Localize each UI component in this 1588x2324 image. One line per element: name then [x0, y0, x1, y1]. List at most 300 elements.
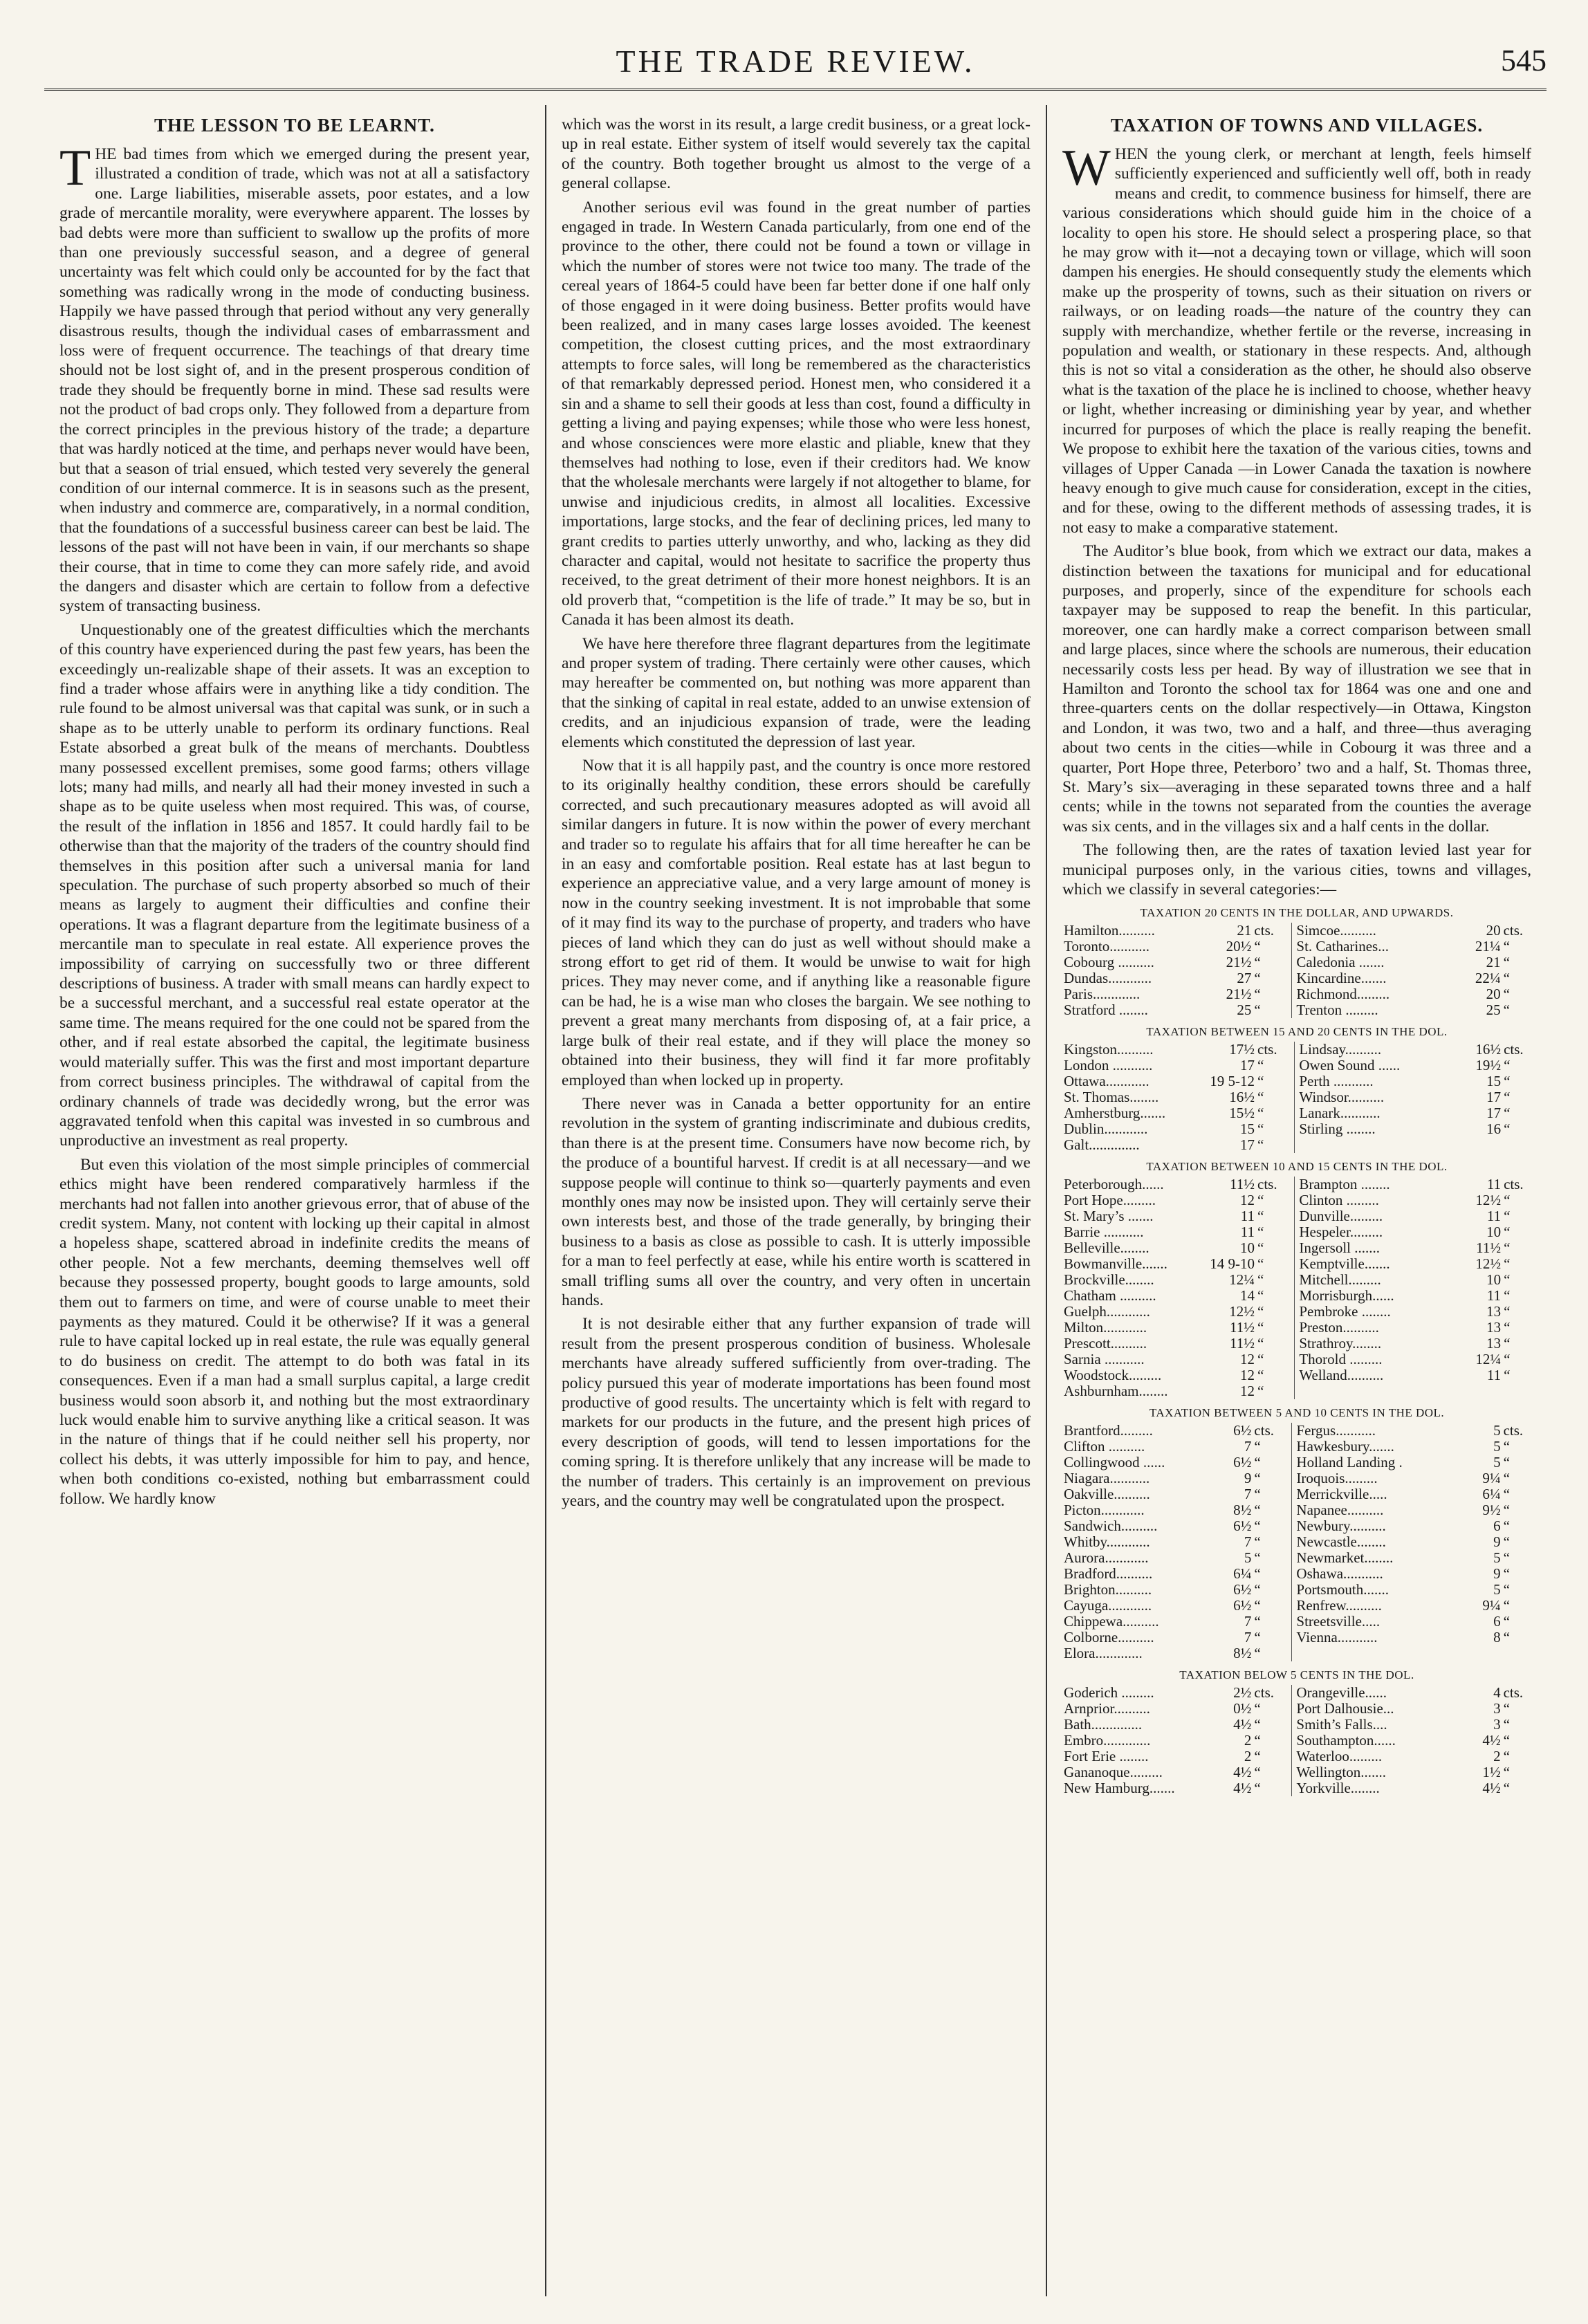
table-cell: “ — [1503, 1454, 1510, 1471]
table-cell: 11 — [1486, 1287, 1502, 1304]
tax-table — [1062, 1042, 1531, 1153]
paragraph: We have here therefore three flagrant departures from the legitimate and proper system of trading. There certainly were other causes, which may hereafter be commented on, but nothing was more apparent than that the sinking of capital in real estate, added to an unwise extension of credits, and an injudicious expansion of trade, were the leading elements which constituted the depression of last year. — [562, 634, 1031, 751]
table-row — [1062, 970, 1531, 986]
table-cell: St. Thomas........ — [1064, 1089, 1159, 1106]
table-cell: Pembroke ........ — [1299, 1303, 1391, 1320]
table-cell: 2½ — [1233, 1684, 1252, 1702]
table-cell: Richmond......... — [1296, 986, 1390, 1003]
table-cell: 12 — [1240, 1383, 1255, 1400]
table-cell: 2 — [1244, 1748, 1252, 1765]
table-row — [1062, 1582, 1531, 1598]
paragraph: The following then, are the rates of taxation levied last year for municipal purposes only, in the various cities, towns and villages, which we classify in several categories:— — [1062, 841, 1531, 899]
table-cell: 15 — [1486, 1073, 1502, 1090]
table-cell: 5 — [1493, 1549, 1501, 1567]
table-cell: “ — [1504, 1120, 1511, 1138]
table-cell: Orangeville...... — [1296, 1684, 1387, 1702]
table-cell: “ — [1503, 1002, 1510, 1019]
table-cell: Cayuga............ — [1064, 1597, 1152, 1614]
table-cell: Trenton ......... — [1296, 1002, 1378, 1019]
table-cell: 10 — [1486, 1271, 1502, 1289]
table-row — [1062, 1320, 1531, 1336]
table-cell: 9½ — [1482, 1502, 1501, 1519]
table-cell: Chippewa.......... — [1064, 1613, 1159, 1630]
table-cell: “ — [1256, 1058, 1295, 1073]
table-cell: 9¼ — [1482, 1470, 1501, 1487]
table-cell: Whitby............ — [1064, 1533, 1150, 1551]
table-cell: 11 — [1486, 1176, 1502, 1193]
table-cell: 7 — [1244, 1533, 1252, 1551]
paragraph: which was the worst in its result, a large credit business, or a great lock-up in real estate. Either system of itself would severely tax the capital of the country. Both together brought us almost to the verge of a general collapse. — [562, 116, 1031, 193]
table-cell: “ — [1504, 1335, 1511, 1352]
table-row — [1062, 1367, 1531, 1383]
table-cell: “ — [1256, 1256, 1295, 1272]
table-cell: Elora............. — [1064, 1645, 1143, 1662]
tax-table — [1062, 923, 1531, 1018]
table-cell: “ — [1503, 1486, 1510, 1503]
table-cell: “ — [1256, 1272, 1295, 1288]
table-cell: Portsmouth....... — [1296, 1581, 1390, 1598]
tax-table — [1062, 1177, 1531, 1399]
table-cell: “ — [1504, 1255, 1511, 1273]
table-cell: Colborne.......... — [1064, 1629, 1154, 1646]
table-cell: 5 — [1244, 1549, 1252, 1567]
table-cell: 10 — [1486, 1224, 1502, 1241]
tax-table-heading: TAXATION BELOW 5 CENTS IN THE DOL. — [1179, 1668, 1414, 1682]
table-cell: Galt.............. — [1064, 1136, 1140, 1154]
table-cell — [1295, 1137, 1449, 1153]
table-cell: “ — [1253, 1701, 1291, 1717]
table-cell: 21 — [1237, 922, 1252, 939]
table-cell: 15½ — [1229, 1105, 1255, 1122]
table-cell: Port Dalhousie... — [1296, 1700, 1394, 1717]
table-row — [1062, 1105, 1531, 1121]
table-cell: 27 — [1237, 970, 1252, 987]
table-cell: Bath.............. — [1064, 1716, 1143, 1733]
table-cell: Newbury.......... — [1296, 1518, 1386, 1535]
table-row — [1062, 1502, 1531, 1518]
table-cell: “ — [1256, 1105, 1295, 1121]
table-cell: “ — [1504, 1319, 1511, 1336]
table-cell: “ — [1503, 938, 1510, 955]
table-cell: 4½ — [1482, 1780, 1501, 1797]
table-cell: 17 — [1486, 1089, 1502, 1106]
table-cell: Arnprior.......... — [1064, 1700, 1150, 1717]
table-cell: Ashburnham........ — [1064, 1383, 1168, 1400]
paragraph: The Auditor’s blue book, from which we extract our data, makes a distinction between the taxations for municipal and for educational purposes, and properly, since of the expenditure for schools each taxpayer may be supposed to reap the benefit. In this particular, moreover, one can hardly make a correct comparison between small and large places, since where the schools are numerous, their education necessarily costs less per head. By way of illustration we see that in Hamilton and Toronto the school tax for 1864 was one and one and three-quarters cents on the dollar respectively—in Ottawa, Kingston and London, it was two, two and a half, and three—thus averaging about two cents in the cities—while in Cobourg it was three and a quarter, Port Hope three, Peterboro’ two and a half, St. Thomas three, St. Mary’s six—averaging in these separated towns three and a half cents; while in the towns not separated from the counties the average was six cents, and in the villages six and a half cents in the dollar. — [1062, 542, 1531, 836]
table-cell — [1295, 1383, 1449, 1399]
table-cell: 2 — [1244, 1732, 1252, 1749]
table-cell: “ — [1503, 954, 1510, 971]
tax-table-heading: TAXATION BETWEEN 15 AND 20 CENTS IN THE DOL. — [1146, 1025, 1448, 1039]
table-cell: 2 — [1493, 1748, 1501, 1765]
table-cell: Port Hope......... — [1064, 1192, 1156, 1209]
table-cell: “ — [1504, 1192, 1511, 1209]
table-cell: Oshawa........... — [1296, 1565, 1383, 1583]
table-cell: Brampton ........ — [1299, 1176, 1390, 1193]
table-cell: “ — [1253, 954, 1291, 970]
table-row — [1062, 1455, 1531, 1470]
table-cell: Bradford.......... — [1064, 1565, 1153, 1583]
table-cell: “ — [1503, 1700, 1510, 1717]
table-cell: 8½ — [1233, 1502, 1252, 1519]
table-cell: “ — [1504, 1351, 1511, 1368]
table-cell: Dundas............ — [1064, 970, 1152, 987]
table-cell: Holland Landing . — [1296, 1454, 1403, 1471]
table-cell: “ — [1256, 1320, 1295, 1336]
table-row — [1062, 1486, 1531, 1502]
running-head: THE TRADE REVIEW. — [616, 44, 975, 79]
table-cell: Smith’s Falls.... — [1296, 1716, 1387, 1733]
table-cell: 17½ — [1229, 1041, 1255, 1058]
table-cell — [1449, 1383, 1502, 1399]
table-row — [1062, 1256, 1531, 1272]
table-cell: 6½ — [1233, 1422, 1252, 1439]
table-cell: cts. — [1253, 1685, 1291, 1701]
table-cell: “ — [1503, 1581, 1510, 1598]
table-cell: Thorold ......... — [1299, 1351, 1383, 1368]
table-cell: 12½ — [1229, 1303, 1255, 1320]
table-cell: 7 — [1244, 1438, 1252, 1455]
table-cell: Hamilton.......... — [1064, 922, 1155, 939]
table-cell: 14 9-10 — [1210, 1255, 1255, 1273]
table-cell: Caledonia ....... — [1296, 954, 1385, 971]
table-row — [1062, 1470, 1531, 1486]
table-cell: “ — [1253, 1630, 1291, 1645]
table-cell: Prescott.......... — [1064, 1335, 1147, 1352]
table-cell: cts. — [1253, 923, 1291, 939]
table-row — [1062, 1336, 1531, 1352]
tax-table-heading: TAXATION BETWEEN 5 AND 10 CENTS IN THE DOL. — [1149, 1406, 1445, 1420]
table-cell: Brighton.......... — [1064, 1581, 1152, 1598]
table-cell: 11 — [1486, 1367, 1502, 1384]
table-row — [1062, 1304, 1531, 1320]
table-cell: Barrie ........... — [1064, 1224, 1144, 1241]
table-cell: Merrickville..... — [1296, 1486, 1387, 1503]
table-cell: Kemptville....... — [1299, 1255, 1390, 1273]
table-row — [1062, 1240, 1531, 1256]
table-row — [1062, 1717, 1531, 1733]
taxation-tables — [1062, 906, 1531, 1796]
column-3 — [1046, 105, 1547, 2296]
paragraph: WHEN the young clerk, or merchant at length, feels himself sufficiently experienced and sufficiently well off, both in ready means and credit, to commence business for himself, there are various considerations which should guide him in the choice of a locality to open his store. He should select a prospering place, so that he may grow with it—not a decaying town or village, which will soon dampen his energies. He should consequently study the elements which make up the prosperity of towns, such as their situation on rivers or railways, or on leading roads—the nature of the country they can supply with merchandize, whether fertile or the reverse, increasing in population and wealth, or stationary in these respects. And, although this is not so vital a consideration as the other, he should also observe what is the taxation of the place he is inclined to choose, whether heavy or light, whether increasing or diminishing year by year, and whether incurred for purposes of which the place is really reaping the benefit. We propose to exhibit here the taxation of the various cities, towns and villages of Upper Canada —in Lower Canada the taxation is nowhere heavy enough to give much cause for consideration, except in the cities, and for these, owing to the different methods of assessing trades, it is not easy to make a comparative statement. — [1062, 140, 1531, 537]
table-cell: cts. — [1504, 1176, 1524, 1193]
table-cell: cts. — [1503, 1422, 1524, 1439]
table-cell: Collingwood ...... — [1064, 1454, 1165, 1471]
table-row — [1062, 1439, 1531, 1455]
table-cell: Belleville........ — [1064, 1239, 1150, 1257]
table-cell: “ — [1503, 1438, 1510, 1455]
table-cell: Windsor.......... — [1299, 1089, 1385, 1106]
table-cell: Fort Erie ........ — [1064, 1748, 1149, 1765]
table-cell: “ — [1503, 1764, 1510, 1781]
table-cell: “ — [1253, 1502, 1291, 1518]
table-cell: 7 — [1244, 1613, 1252, 1630]
table-cell: “ — [1256, 1208, 1295, 1224]
table-cell: Morrisburgh...... — [1299, 1287, 1394, 1304]
table-cell: Streetsville..... — [1296, 1613, 1381, 1630]
table-cell: 11 — [1240, 1224, 1255, 1241]
table-cell: “ — [1253, 1566, 1291, 1582]
table-cell: “ — [1503, 1502, 1510, 1519]
table-cell: “ — [1504, 1303, 1511, 1320]
table-cell: “ — [1253, 1645, 1291, 1661]
table-cell: Brockville........ — [1064, 1271, 1154, 1289]
table-cell: Preston.......... — [1299, 1319, 1379, 1336]
table-cell: “ — [1253, 1534, 1291, 1550]
table-row — [1062, 1089, 1531, 1105]
table-cell: “ — [1256, 1336, 1295, 1352]
table-cell: 6¼ — [1233, 1565, 1252, 1583]
table-cell: New Hamburg....... — [1064, 1780, 1175, 1797]
table-cell: Hespeler......... — [1299, 1224, 1383, 1241]
table-row — [1062, 1630, 1531, 1645]
table-cell: 11½ — [1476, 1239, 1502, 1257]
table-cell: 20 — [1486, 922, 1501, 939]
table-cell: 6½ — [1233, 1454, 1252, 1471]
table-cell: 17 — [1240, 1057, 1255, 1074]
table-cell: “ — [1253, 1486, 1291, 1502]
table-cell: St. Catharines... — [1296, 938, 1389, 955]
table-cell: “ — [1504, 1089, 1511, 1106]
table-row — [1062, 1272, 1531, 1288]
column-1 — [44, 105, 545, 2296]
article-title: THE LESSON TO BE LEARNT. — [154, 115, 435, 136]
table-cell: “ — [1253, 1598, 1291, 1614]
table-cell: Aurora............ — [1064, 1549, 1149, 1567]
table-row — [1062, 1534, 1531, 1550]
table-cell: “ — [1504, 1224, 1511, 1241]
table-cell: “ — [1503, 1780, 1510, 1797]
table-cell: “ — [1256, 1073, 1295, 1089]
table-cell: 3 — [1493, 1716, 1501, 1733]
table-cell — [1292, 1645, 1448, 1661]
table-cell: 21¼ — [1475, 938, 1501, 955]
table-cell: “ — [1504, 1239, 1511, 1257]
table-cell: 12½ — [1475, 1255, 1502, 1273]
table-row — [1062, 1137, 1531, 1153]
table-cell: “ — [1256, 1121, 1295, 1137]
table-cell: 8½ — [1233, 1645, 1252, 1662]
table-cell: Napanee.......... — [1296, 1502, 1384, 1519]
table-cell: “ — [1503, 1629, 1510, 1646]
table-cell: Fergus........... — [1296, 1422, 1376, 1439]
table-row — [1062, 986, 1531, 1002]
table-cell: “ — [1253, 1550, 1291, 1566]
table-cell: “ — [1504, 1073, 1511, 1090]
table-cell: “ — [1253, 1439, 1291, 1455]
table-cell: “ — [1504, 1105, 1511, 1122]
table-cell: 14 — [1240, 1287, 1255, 1304]
table-cell: Owen Sound ...... — [1299, 1057, 1401, 1074]
table-cell: Bowmanville....... — [1064, 1255, 1167, 1273]
table-cell: Brantford......... — [1064, 1422, 1153, 1439]
table-cell: Niagara........... — [1064, 1470, 1150, 1487]
table-cell: 11 — [1240, 1208, 1255, 1225]
table-row — [1062, 1352, 1531, 1367]
table-cell: 11½ — [1230, 1335, 1255, 1352]
table-row — [1062, 923, 1531, 939]
table-cell: “ — [1503, 986, 1510, 1003]
table-cell: Southampton...... — [1296, 1732, 1396, 1749]
table-cell: 12 — [1240, 1367, 1255, 1384]
table-cell: Peterborough...... — [1064, 1176, 1164, 1193]
table-cell: 4½ — [1233, 1780, 1252, 1797]
table-cell: 10 — [1240, 1239, 1255, 1257]
table-cell: “ — [1253, 1749, 1291, 1764]
table-row — [1062, 939, 1531, 954]
table-cell: “ — [1503, 1565, 1510, 1583]
table-cell: St. Mary’s ....... — [1064, 1208, 1154, 1225]
table-cell: Waterloo......... — [1296, 1748, 1383, 1765]
table-row — [1062, 954, 1531, 970]
table-cell: Dunville......... — [1299, 1208, 1383, 1225]
table-row — [1062, 1645, 1531, 1661]
table-cell: Strathroy........ — [1299, 1335, 1382, 1352]
table-cell: 6½ — [1233, 1597, 1252, 1614]
table-cell: 9¼ — [1482, 1597, 1501, 1614]
table-cell: Lindsay.......... — [1299, 1041, 1382, 1058]
table-row — [1062, 1749, 1531, 1764]
table-cell: 7 — [1244, 1486, 1252, 1503]
table-cell: 13 — [1486, 1303, 1502, 1320]
table-cell: “ — [1503, 1518, 1510, 1535]
table-row — [1062, 1518, 1531, 1534]
table-cell: “ — [1503, 1716, 1510, 1733]
table-cell: “ — [1503, 1597, 1510, 1614]
table-row — [1062, 1733, 1531, 1749]
table-cell: 1½ — [1482, 1764, 1501, 1781]
table-cell: “ — [1256, 1089, 1295, 1105]
tax-table-heading: TAXATION 20 CENTS IN THE DOLLAR, AND UPWARDS. — [1140, 906, 1454, 920]
table-cell: 20½ — [1226, 938, 1252, 955]
table-cell: 5 — [1493, 1581, 1501, 1598]
table-cell: 5 — [1493, 1422, 1501, 1439]
table-cell: Kingston.......... — [1064, 1041, 1154, 1058]
table-cell: 4½ — [1233, 1716, 1252, 1733]
paragraph: It is not desirable either that any further expansion of trade will result from the present prosperous condition of business. Wholesale merchants have already suffered sufficiently from over-trading. The policy pursued this year of moderate importations has been found most productive of good results. The uncertainty which is felt with regard to markets for our products in the future, and the present high prices of every description of goods, will tend to lessen importations for the coming spring. It is therefore unlikely that any increase will be made to the number of traders. This certainly is an improvement on previous years, and the country may well be congratulated upon the prospect. — [562, 1315, 1031, 1511]
table-cell: 4½ — [1482, 1732, 1501, 1749]
table-cell: Simcoe.......... — [1296, 922, 1376, 939]
table-cell: “ — [1256, 1224, 1295, 1240]
table-cell: 6 — [1493, 1518, 1501, 1535]
table-cell: 3 — [1493, 1700, 1501, 1717]
table-cell: “ — [1256, 1367, 1295, 1383]
table-cell: 13 — [1486, 1335, 1502, 1352]
table-cell: “ — [1504, 1208, 1511, 1225]
table-cell: 12¼ — [1229, 1271, 1255, 1289]
table-cell: Ottawa............ — [1064, 1073, 1150, 1090]
tax-table — [1062, 1423, 1531, 1661]
table-cell: 7 — [1244, 1629, 1252, 1646]
table-cell: “ — [1503, 1613, 1510, 1630]
table-cell: Yorkville........ — [1296, 1780, 1380, 1797]
table-cell: Toronto........... — [1064, 938, 1150, 955]
table-cell: 4½ — [1233, 1764, 1252, 1781]
table-cell: Dublin............ — [1064, 1120, 1148, 1138]
table-cell: Clifton .......... — [1064, 1438, 1145, 1455]
table-cell: “ — [1256, 1383, 1295, 1399]
table-cell — [1502, 1383, 1531, 1399]
table-cell: “ — [1253, 1614, 1291, 1630]
table-cell: Perth ........... — [1299, 1073, 1374, 1090]
table-cell: “ — [1253, 970, 1291, 986]
table-cell: Ingersoll ....... — [1299, 1239, 1381, 1257]
table-row — [1062, 1288, 1531, 1304]
table-cell: “ — [1504, 1367, 1511, 1384]
table-cell: “ — [1504, 1057, 1511, 1074]
table-row — [1062, 1685, 1531, 1701]
table-row — [1062, 1208, 1531, 1224]
table-cell: 0½ — [1233, 1700, 1252, 1717]
table-cell — [1449, 1137, 1502, 1153]
table-cell: “ — [1256, 1137, 1295, 1153]
table-cell: Hawkesbury....... — [1296, 1438, 1394, 1455]
table-cell: 11 — [1486, 1208, 1502, 1225]
table-cell: cts. — [1503, 922, 1524, 939]
table-row — [1062, 1614, 1531, 1630]
table-cell: “ — [1253, 1002, 1291, 1018]
table-cell: cts. — [1256, 1177, 1295, 1192]
table-cell: “ — [1503, 1470, 1510, 1487]
table-cell: Stirling ........ — [1299, 1120, 1376, 1138]
table-cell: “ — [1256, 1352, 1295, 1367]
table-cell: “ — [1253, 1764, 1291, 1780]
table-cell: 16½ — [1229, 1089, 1255, 1106]
table-cell: Lanark........... — [1299, 1105, 1381, 1122]
table-row — [1062, 1550, 1531, 1566]
paragraph: Another serious evil was found in the great number of parties engaged in trade. In Western Canada particularly, from one end of the province to the other, there could not be found a town or village in which the number of stores were not twice too many. The trade of the cereal years of 1864-5 could have been far better done if one half only of those engaged in it were doing business. Better profits would have been realized, and in many cases large losses avoided. The keenest competition, the closest cutting prices, and the most extraordinary attempts to force sales, will long be remembered as the characteristics of that remarkably depressed period. Honest men, who considered it a sin and a shame to sell their goods at less than cost, found a difficulty in getting a living and paying expenses; while those who were less honest, and whose consciences were more elastic and pliable, knew that they themselves had nothing to lose, even if their creditors had. We know that the wholesale merchants were largely if not altogether to blame, for unwise and injudicious credits, in almost all localities. Excessive importations, large stocks, and the fear of declining prices, led many to grant credits to parties utterly unworthy, and who, lacking as they did character and capital, would not hesitate to sacrifice the property thus received, to the great detriment of their more honest neighbors. It is an old proverb that, “competition is the life of trade.” It may be so, but in Canada it has been almost its death. — [562, 198, 1031, 629]
table-cell: 12½ — [1475, 1192, 1502, 1209]
table-cell: 21 — [1486, 954, 1501, 971]
table-cell: 6¼ — [1482, 1486, 1501, 1503]
table-cell: 16½ — [1475, 1041, 1502, 1058]
table-cell: 11½ — [1230, 1176, 1255, 1193]
table-cell: Paris............. — [1064, 986, 1141, 1003]
table-cell: 12 — [1240, 1351, 1255, 1368]
columns — [44, 105, 1547, 2296]
table-cell: 9 — [1244, 1470, 1252, 1487]
table-cell: 5 — [1493, 1454, 1501, 1471]
table-cell: 11½ — [1230, 1319, 1255, 1336]
table-cell: Amherstburg....... — [1064, 1105, 1166, 1122]
table-cell: “ — [1504, 1271, 1511, 1289]
table-row — [1062, 1423, 1531, 1439]
table-cell: “ — [1256, 1288, 1295, 1304]
table-cell: Picton............ — [1064, 1502, 1145, 1519]
table-cell — [1448, 1645, 1502, 1661]
paragraph: But even this violation of the most simple principles of commercial ethics might have been rendered comparatively harmless if the merchants had not fallen into another grievous error, that of abuse of the credit system. Many, not content with locking up their capital in almost a hopeless shape, scattered abroad in indefinite credits the means of other people. Not a few merchants, deeming themselves well off because they possessed property, bought goods to large amounts, sold them out to farmers on time, and were of course unable to meet their payments as they matured. Could it be otherwise? If it was a general rule to have capital locked up in real estate, the rule was equally general to do business on credit. The attempt to do both was fatal in its consequences. Even if a man had a small surplus capital, a large credit business would soon absorb it, and nothing but the most extraordinary luck would enable him to survive anything like a critical season. It was in the nature of things that if he could neither sell his property, nor collect his debts, it was utterly impossible for him to pay, and hence, when both conditions co-existed, nothing but embarrassment could follow. We hardly know — [59, 1155, 530, 1508]
table-cell: Clinton ......... — [1299, 1192, 1379, 1209]
table-row — [1062, 1701, 1531, 1717]
table-cell: Vienna........... — [1296, 1629, 1378, 1646]
table-row — [1062, 1002, 1531, 1018]
table-row — [1062, 1383, 1531, 1399]
table-cell: 5 — [1493, 1438, 1501, 1455]
table-cell — [1502, 1137, 1531, 1153]
table-cell: “ — [1504, 1287, 1511, 1304]
table-cell: cts. — [1253, 1423, 1291, 1439]
table-cell: 6½ — [1233, 1581, 1252, 1598]
table-row — [1062, 1121, 1531, 1137]
table-cell: 17 — [1240, 1136, 1255, 1154]
table-cell: Kincardine....... — [1296, 970, 1387, 987]
table-cell: Sarnia ........... — [1064, 1351, 1145, 1368]
table-cell: “ — [1253, 1455, 1291, 1470]
table-cell: “ — [1253, 939, 1291, 954]
table-cell: cts. — [1503, 1684, 1524, 1702]
table-cell: Mitchell......... — [1299, 1271, 1381, 1289]
table-cell: cts. — [1504, 1041, 1524, 1058]
